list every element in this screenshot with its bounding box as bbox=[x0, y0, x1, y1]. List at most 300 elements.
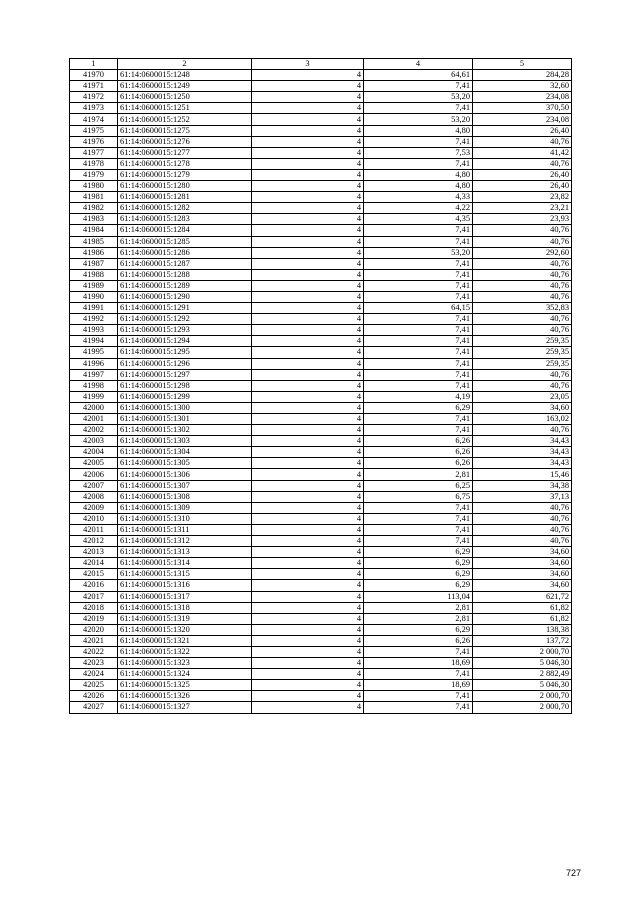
area-value-cell: 7,41 bbox=[364, 369, 473, 380]
area-value-cell: 6,29 bbox=[364, 558, 473, 569]
area-value-cell: 7,53 bbox=[364, 147, 473, 158]
row-number-cell: 42017 bbox=[70, 591, 118, 602]
area-value-cell: 2,81 bbox=[364, 613, 473, 624]
cadastral-number-cell: 61:14:0600015:1296 bbox=[118, 358, 252, 369]
table-row bbox=[70, 547, 572, 558]
cadastral-number-cell: 61:14:0600015:1312 bbox=[118, 536, 252, 547]
cadastral-number-cell: 61:14:0600015:1301 bbox=[118, 414, 252, 425]
category-code-cell: 4 bbox=[252, 658, 364, 669]
amount-value-cell: 40,76 bbox=[473, 280, 572, 291]
cadastral-number-cell: 61:14:0600015:1316 bbox=[118, 580, 252, 591]
category-code-cell: 4 bbox=[252, 347, 364, 358]
data-table bbox=[69, 58, 572, 714]
cadastral-number-cell: 61:14:0600015:1292 bbox=[118, 314, 252, 325]
amount-value-cell: 40,76 bbox=[473, 513, 572, 524]
amount-value-cell: 40,76 bbox=[473, 536, 572, 547]
table-row bbox=[70, 569, 572, 580]
table-row bbox=[70, 247, 572, 258]
table-row bbox=[70, 658, 572, 669]
row-number-cell: 41999 bbox=[70, 391, 118, 402]
table-row bbox=[70, 447, 572, 458]
table-row bbox=[70, 214, 572, 225]
area-value-cell: 7,41 bbox=[364, 103, 473, 114]
table-row bbox=[70, 158, 572, 169]
amount-value-cell: 34,38 bbox=[473, 480, 572, 491]
amount-value-cell: 34,43 bbox=[473, 436, 572, 447]
category-code-cell: 4 bbox=[252, 569, 364, 580]
area-value-cell: 6,26 bbox=[364, 447, 473, 458]
category-code-cell: 4 bbox=[252, 114, 364, 125]
row-number-cell: 42012 bbox=[70, 536, 118, 547]
cadastral-number-cell: 61:14:0600015:1251 bbox=[118, 103, 252, 114]
table-row bbox=[70, 347, 572, 358]
area-value-cell: 6,25 bbox=[364, 480, 473, 491]
area-value-cell: 7,41 bbox=[364, 158, 473, 169]
amount-value-cell: 2 000,70 bbox=[473, 691, 572, 702]
category-code-cell: 4 bbox=[252, 147, 364, 158]
category-code-cell: 4 bbox=[252, 547, 364, 558]
amount-value-cell: 40,76 bbox=[473, 314, 572, 325]
table-row bbox=[70, 513, 572, 524]
header-row bbox=[70, 59, 572, 70]
table-row bbox=[70, 325, 572, 336]
table-row bbox=[70, 402, 572, 413]
header-col-3: 3 bbox=[252, 59, 364, 70]
amount-value-cell: 40,76 bbox=[473, 236, 572, 247]
cadastral-number-cell: 61:14:0600015:1248 bbox=[118, 70, 252, 81]
area-value-cell: 7,41 bbox=[364, 236, 473, 247]
cadastral-number-cell: 61:14:0600015:1317 bbox=[118, 591, 252, 602]
category-code-cell: 4 bbox=[252, 580, 364, 591]
header-col-5: 5 bbox=[473, 59, 572, 70]
cadastral-number-cell: 61:14:0600015:1294 bbox=[118, 336, 252, 347]
area-value-cell: 6,26 bbox=[364, 635, 473, 646]
category-code-cell: 4 bbox=[252, 624, 364, 635]
amount-value-cell: 163,02 bbox=[473, 414, 572, 425]
area-value-cell: 7,41 bbox=[364, 702, 473, 713]
row-number-cell: 42005 bbox=[70, 458, 118, 469]
area-value-cell: 18,69 bbox=[364, 680, 473, 691]
area-value-cell: 6,29 bbox=[364, 569, 473, 580]
row-number-cell: 41993 bbox=[70, 325, 118, 336]
amount-value-cell: 34,60 bbox=[473, 547, 572, 558]
cadastral-number-cell: 61:14:0600015:1287 bbox=[118, 258, 252, 269]
area-value-cell: 7,41 bbox=[364, 380, 473, 391]
category-code-cell: 4 bbox=[252, 702, 364, 713]
category-code-cell: 4 bbox=[252, 225, 364, 236]
cadastral-number-cell: 61:14:0600015:1288 bbox=[118, 269, 252, 280]
table-row bbox=[70, 580, 572, 591]
row-number-cell: 41973 bbox=[70, 103, 118, 114]
table-row bbox=[70, 181, 572, 192]
amount-value-cell: 40,76 bbox=[473, 502, 572, 513]
row-number-cell: 41991 bbox=[70, 303, 118, 314]
row-number-cell: 42009 bbox=[70, 502, 118, 513]
cadastral-number-cell: 61:14:0600015:1250 bbox=[118, 92, 252, 103]
area-value-cell: 113,04 bbox=[364, 591, 473, 602]
cadastral-number-cell: 61:14:0600015:1293 bbox=[118, 325, 252, 336]
row-number-cell: 41980 bbox=[70, 181, 118, 192]
cadastral-number-cell: 61:14:0600015:1290 bbox=[118, 291, 252, 302]
cadastral-number-cell: 61:14:0600015:1327 bbox=[118, 702, 252, 713]
row-number-cell: 42004 bbox=[70, 447, 118, 458]
row-number-cell: 41990 bbox=[70, 291, 118, 302]
table-row bbox=[70, 458, 572, 469]
area-value-cell: 7,41 bbox=[364, 225, 473, 236]
row-number-cell: 41975 bbox=[70, 125, 118, 136]
amount-value-cell: 40,76 bbox=[473, 524, 572, 535]
row-number-cell: 41983 bbox=[70, 214, 118, 225]
category-code-cell: 4 bbox=[252, 425, 364, 436]
amount-value-cell: 2 882,49 bbox=[473, 669, 572, 680]
row-number-cell: 42023 bbox=[70, 658, 118, 669]
table-row bbox=[70, 103, 572, 114]
amount-value-cell: 40,76 bbox=[473, 425, 572, 436]
table-row bbox=[70, 203, 572, 214]
amount-value-cell: 40,76 bbox=[473, 325, 572, 336]
table-row bbox=[70, 624, 572, 635]
row-number-cell: 41998 bbox=[70, 380, 118, 391]
row-number-cell: 41976 bbox=[70, 136, 118, 147]
table-row bbox=[70, 669, 572, 680]
category-code-cell: 4 bbox=[252, 480, 364, 491]
category-code-cell: 4 bbox=[252, 269, 364, 280]
amount-value-cell: 259,35 bbox=[473, 358, 572, 369]
table-row bbox=[70, 491, 572, 502]
row-number-cell: 42008 bbox=[70, 491, 118, 502]
row-number-cell: 42025 bbox=[70, 680, 118, 691]
category-code-cell: 4 bbox=[252, 291, 364, 302]
category-code-cell: 4 bbox=[252, 447, 364, 458]
area-value-cell: 2,81 bbox=[364, 602, 473, 613]
cadastral-number-cell: 61:14:0600015:1298 bbox=[118, 380, 252, 391]
amount-value-cell: 621,72 bbox=[473, 591, 572, 602]
amount-value-cell: 40,76 bbox=[473, 269, 572, 280]
area-value-cell: 64,61 bbox=[364, 70, 473, 81]
area-value-cell: 53,20 bbox=[364, 114, 473, 125]
row-number-cell: 42020 bbox=[70, 624, 118, 635]
cadastral-number-cell: 61:14:0600015:1295 bbox=[118, 347, 252, 358]
cadastral-number-cell: 61:14:0600015:1324 bbox=[118, 669, 252, 680]
area-value-cell: 7,41 bbox=[364, 258, 473, 269]
category-code-cell: 4 bbox=[252, 680, 364, 691]
table-row bbox=[70, 425, 572, 436]
table-row bbox=[70, 391, 572, 402]
category-code-cell: 4 bbox=[252, 314, 364, 325]
table-row bbox=[70, 236, 572, 247]
row-number-cell: 41970 bbox=[70, 70, 118, 81]
table-row bbox=[70, 558, 572, 569]
amount-value-cell: 40,76 bbox=[473, 225, 572, 236]
area-value-cell: 64,15 bbox=[364, 303, 473, 314]
row-number-cell: 42015 bbox=[70, 569, 118, 580]
amount-value-cell: 2 000,70 bbox=[473, 702, 572, 713]
amount-value-cell: 5 046,30 bbox=[473, 658, 572, 669]
cadastral-number-cell: 61:14:0600015:1310 bbox=[118, 513, 252, 524]
cadastral-number-cell: 61:14:0600015:1313 bbox=[118, 547, 252, 558]
row-number-cell: 42022 bbox=[70, 646, 118, 657]
table-row bbox=[70, 536, 572, 547]
category-code-cell: 4 bbox=[252, 70, 364, 81]
row-number-cell: 41978 bbox=[70, 158, 118, 169]
category-code-cell: 4 bbox=[252, 458, 364, 469]
category-code-cell: 4 bbox=[252, 203, 364, 214]
row-number-cell: 41996 bbox=[70, 358, 118, 369]
row-number-cell: 41989 bbox=[70, 280, 118, 291]
table-row bbox=[70, 192, 572, 203]
category-code-cell: 4 bbox=[252, 602, 364, 613]
cadastral-number-cell: 61:14:0600015:1306 bbox=[118, 469, 252, 480]
table-row bbox=[70, 613, 572, 624]
table-row bbox=[70, 225, 572, 236]
amount-value-cell: 34,60 bbox=[473, 558, 572, 569]
area-value-cell: 7,41 bbox=[364, 136, 473, 147]
cadastral-number-cell: 61:14:0600015:1283 bbox=[118, 214, 252, 225]
table-row bbox=[70, 125, 572, 136]
category-code-cell: 4 bbox=[252, 280, 364, 291]
area-value-cell: 6,29 bbox=[364, 624, 473, 635]
area-value-cell: 7,41 bbox=[364, 425, 473, 436]
category-code-cell: 4 bbox=[252, 158, 364, 169]
amount-value-cell: 40,76 bbox=[473, 136, 572, 147]
category-code-cell: 4 bbox=[252, 181, 364, 192]
category-code-cell: 4 bbox=[252, 92, 364, 103]
row-number-cell: 42026 bbox=[70, 691, 118, 702]
table-row bbox=[70, 646, 572, 657]
category-code-cell: 4 bbox=[252, 691, 364, 702]
amount-value-cell: 34,60 bbox=[473, 580, 572, 591]
table-row bbox=[70, 436, 572, 447]
header-col-1: 1 bbox=[70, 59, 118, 70]
amount-value-cell: 26,40 bbox=[473, 169, 572, 180]
row-number-cell: 41984 bbox=[70, 225, 118, 236]
table-row bbox=[70, 524, 572, 535]
category-code-cell: 4 bbox=[252, 258, 364, 269]
area-value-cell: 6,29 bbox=[364, 402, 473, 413]
amount-value-cell: 234,08 bbox=[473, 92, 572, 103]
amount-value-cell: 284,28 bbox=[473, 70, 572, 81]
area-value-cell: 6,75 bbox=[364, 491, 473, 502]
area-value-cell: 7,41 bbox=[364, 81, 473, 92]
category-code-cell: 4 bbox=[252, 369, 364, 380]
category-code-cell: 4 bbox=[252, 536, 364, 547]
table-row bbox=[70, 280, 572, 291]
cadastral-number-cell: 61:14:0600015:1282 bbox=[118, 203, 252, 214]
cadastral-number-cell: 61:14:0600015:1277 bbox=[118, 147, 252, 158]
cadastral-number-cell: 61:14:0600015:1279 bbox=[118, 169, 252, 180]
cadastral-number-cell: 61:14:0600015:1314 bbox=[118, 558, 252, 569]
amount-value-cell: 23,05 bbox=[473, 391, 572, 402]
cadastral-number-cell: 61:14:0600015:1300 bbox=[118, 402, 252, 413]
row-number-cell: 41985 bbox=[70, 236, 118, 247]
area-value-cell: 4,35 bbox=[364, 214, 473, 225]
row-number-cell: 42011 bbox=[70, 524, 118, 535]
category-code-cell: 4 bbox=[252, 669, 364, 680]
area-value-cell: 6,29 bbox=[364, 547, 473, 558]
table-row bbox=[70, 70, 572, 81]
cadastral-number-cell: 61:14:0600015:1323 bbox=[118, 658, 252, 669]
area-value-cell: 53,20 bbox=[364, 247, 473, 258]
category-code-cell: 4 bbox=[252, 336, 364, 347]
amount-value-cell: 34,60 bbox=[473, 569, 572, 580]
category-code-cell: 4 bbox=[252, 125, 364, 136]
row-number-cell: 42024 bbox=[70, 669, 118, 680]
cadastral-number-cell: 61:14:0600015:1299 bbox=[118, 391, 252, 402]
area-value-cell: 7,41 bbox=[364, 280, 473, 291]
table-body bbox=[70, 70, 572, 713]
row-number-cell: 42002 bbox=[70, 425, 118, 436]
area-value-cell: 18,69 bbox=[364, 658, 473, 669]
table-row bbox=[70, 136, 572, 147]
row-number-cell: 41992 bbox=[70, 314, 118, 325]
category-code-cell: 4 bbox=[252, 169, 364, 180]
row-number-cell: 41972 bbox=[70, 92, 118, 103]
header-col-4: 4 bbox=[364, 59, 473, 70]
row-number-cell: 42018 bbox=[70, 602, 118, 613]
table-row bbox=[70, 291, 572, 302]
cadastral-number-cell: 61:14:0600015:1286 bbox=[118, 247, 252, 258]
cadastral-number-cell: 61:14:0600015:1280 bbox=[118, 181, 252, 192]
amount-value-cell: 138,38 bbox=[473, 624, 572, 635]
category-code-cell: 4 bbox=[252, 414, 364, 425]
amount-value-cell: 5 046,30 bbox=[473, 680, 572, 691]
cadastral-number-cell: 61:14:0600015:1319 bbox=[118, 613, 252, 624]
amount-value-cell: 37,13 bbox=[473, 491, 572, 502]
cadastral-number-cell: 61:14:0600015:1325 bbox=[118, 680, 252, 691]
row-number-cell: 42001 bbox=[70, 414, 118, 425]
area-value-cell: 4,80 bbox=[364, 181, 473, 192]
category-code-cell: 4 bbox=[252, 613, 364, 624]
table-row bbox=[70, 680, 572, 691]
cadastral-number-cell: 61:14:0600015:1309 bbox=[118, 502, 252, 513]
area-value-cell: 6,26 bbox=[364, 458, 473, 469]
area-value-cell: 4,22 bbox=[364, 203, 473, 214]
area-value-cell: 7,41 bbox=[364, 314, 473, 325]
category-code-cell: 4 bbox=[252, 325, 364, 336]
table-row bbox=[70, 591, 572, 602]
table-row bbox=[70, 702, 572, 713]
area-value-cell: 2,81 bbox=[364, 469, 473, 480]
row-number-cell: 42000 bbox=[70, 402, 118, 413]
amount-value-cell: 40,76 bbox=[473, 380, 572, 391]
area-value-cell: 4,33 bbox=[364, 192, 473, 203]
area-value-cell: 6,26 bbox=[364, 436, 473, 447]
category-code-cell: 4 bbox=[252, 103, 364, 114]
cadastral-number-cell: 61:14:0600015:1311 bbox=[118, 524, 252, 535]
table-row bbox=[70, 358, 572, 369]
table-row bbox=[70, 92, 572, 103]
amount-value-cell: 34,43 bbox=[473, 458, 572, 469]
row-number-cell: 41987 bbox=[70, 258, 118, 269]
amount-value-cell: 259,35 bbox=[473, 336, 572, 347]
table-row bbox=[70, 114, 572, 125]
row-number-cell: 41974 bbox=[70, 114, 118, 125]
area-value-cell: 7,41 bbox=[364, 513, 473, 524]
area-value-cell: 7,41 bbox=[364, 502, 473, 513]
category-code-cell: 4 bbox=[252, 391, 364, 402]
area-value-cell: 4,19 bbox=[364, 391, 473, 402]
cadastral-number-cell: 61:14:0600015:1315 bbox=[118, 569, 252, 580]
area-value-cell: 7,41 bbox=[364, 325, 473, 336]
cadastral-number-cell: 61:14:0600015:1276 bbox=[118, 136, 252, 147]
amount-value-cell: 40,76 bbox=[473, 369, 572, 380]
category-code-cell: 4 bbox=[252, 513, 364, 524]
table-row bbox=[70, 414, 572, 425]
cadastral-number-cell: 61:14:0600015:1304 bbox=[118, 447, 252, 458]
area-value-cell: 7,41 bbox=[364, 524, 473, 535]
row-number-cell: 42027 bbox=[70, 702, 118, 713]
table-row bbox=[70, 303, 572, 314]
amount-value-cell: 26,40 bbox=[473, 125, 572, 136]
row-number-cell: 42019 bbox=[70, 613, 118, 624]
cadastral-number-cell: 61:14:0600015:1249 bbox=[118, 81, 252, 92]
cadastral-number-cell: 61:14:0600015:1303 bbox=[118, 436, 252, 447]
category-code-cell: 4 bbox=[252, 524, 364, 535]
category-code-cell: 4 bbox=[252, 192, 364, 203]
cadastral-number-cell: 61:14:0600015:1320 bbox=[118, 624, 252, 635]
row-number-cell: 41994 bbox=[70, 336, 118, 347]
table-row bbox=[70, 81, 572, 92]
table-row bbox=[70, 169, 572, 180]
cadastral-number-cell: 61:14:0600015:1305 bbox=[118, 458, 252, 469]
amount-value-cell: 23,21 bbox=[473, 203, 572, 214]
category-code-cell: 4 bbox=[252, 214, 364, 225]
table-row bbox=[70, 314, 572, 325]
cadastral-number-cell: 61:14:0600015:1318 bbox=[118, 602, 252, 613]
amount-value-cell: 26,40 bbox=[473, 181, 572, 192]
category-code-cell: 4 bbox=[252, 491, 364, 502]
table-row bbox=[70, 480, 572, 491]
amount-value-cell: 2 000,70 bbox=[473, 646, 572, 657]
area-value-cell: 4,80 bbox=[364, 125, 473, 136]
table-row bbox=[70, 469, 572, 480]
cadastral-number-cell: 61:14:0600015:1252 bbox=[118, 114, 252, 125]
table-row bbox=[70, 369, 572, 380]
amount-value-cell: 34,43 bbox=[473, 447, 572, 458]
area-value-cell: 7,41 bbox=[364, 347, 473, 358]
category-code-cell: 4 bbox=[252, 358, 364, 369]
amount-value-cell: 40,76 bbox=[473, 258, 572, 269]
area-value-cell: 6,29 bbox=[364, 580, 473, 591]
amount-value-cell: 23,93 bbox=[473, 214, 572, 225]
category-code-cell: 4 bbox=[252, 469, 364, 480]
category-code-cell: 4 bbox=[252, 646, 364, 657]
amount-value-cell: 234,08 bbox=[473, 114, 572, 125]
row-number-cell: 41988 bbox=[70, 269, 118, 280]
area-value-cell: 7,41 bbox=[364, 536, 473, 547]
row-number-cell: 41995 bbox=[70, 347, 118, 358]
category-code-cell: 4 bbox=[252, 436, 364, 447]
amount-value-cell: 34,60 bbox=[473, 402, 572, 413]
amount-value-cell: 32,60 bbox=[473, 81, 572, 92]
cadastral-number-cell: 61:14:0600015:1308 bbox=[118, 491, 252, 502]
area-value-cell: 7,41 bbox=[364, 691, 473, 702]
cadastral-number-cell: 61:14:0600015:1291 bbox=[118, 303, 252, 314]
category-code-cell: 4 bbox=[252, 303, 364, 314]
area-value-cell: 4,80 bbox=[364, 169, 473, 180]
amount-value-cell: 40,76 bbox=[473, 291, 572, 302]
cadastral-number-cell: 61:14:0600015:1281 bbox=[118, 192, 252, 203]
category-code-cell: 4 bbox=[252, 635, 364, 646]
row-number-cell: 41971 bbox=[70, 81, 118, 92]
area-value-cell: 7,41 bbox=[364, 358, 473, 369]
row-number-cell: 42021 bbox=[70, 635, 118, 646]
amount-value-cell: 40,76 bbox=[473, 158, 572, 169]
category-code-cell: 4 bbox=[252, 380, 364, 391]
category-code-cell: 4 bbox=[252, 558, 364, 569]
table-row bbox=[70, 147, 572, 158]
cadastral-number-cell: 61:14:0600015:1275 bbox=[118, 125, 252, 136]
